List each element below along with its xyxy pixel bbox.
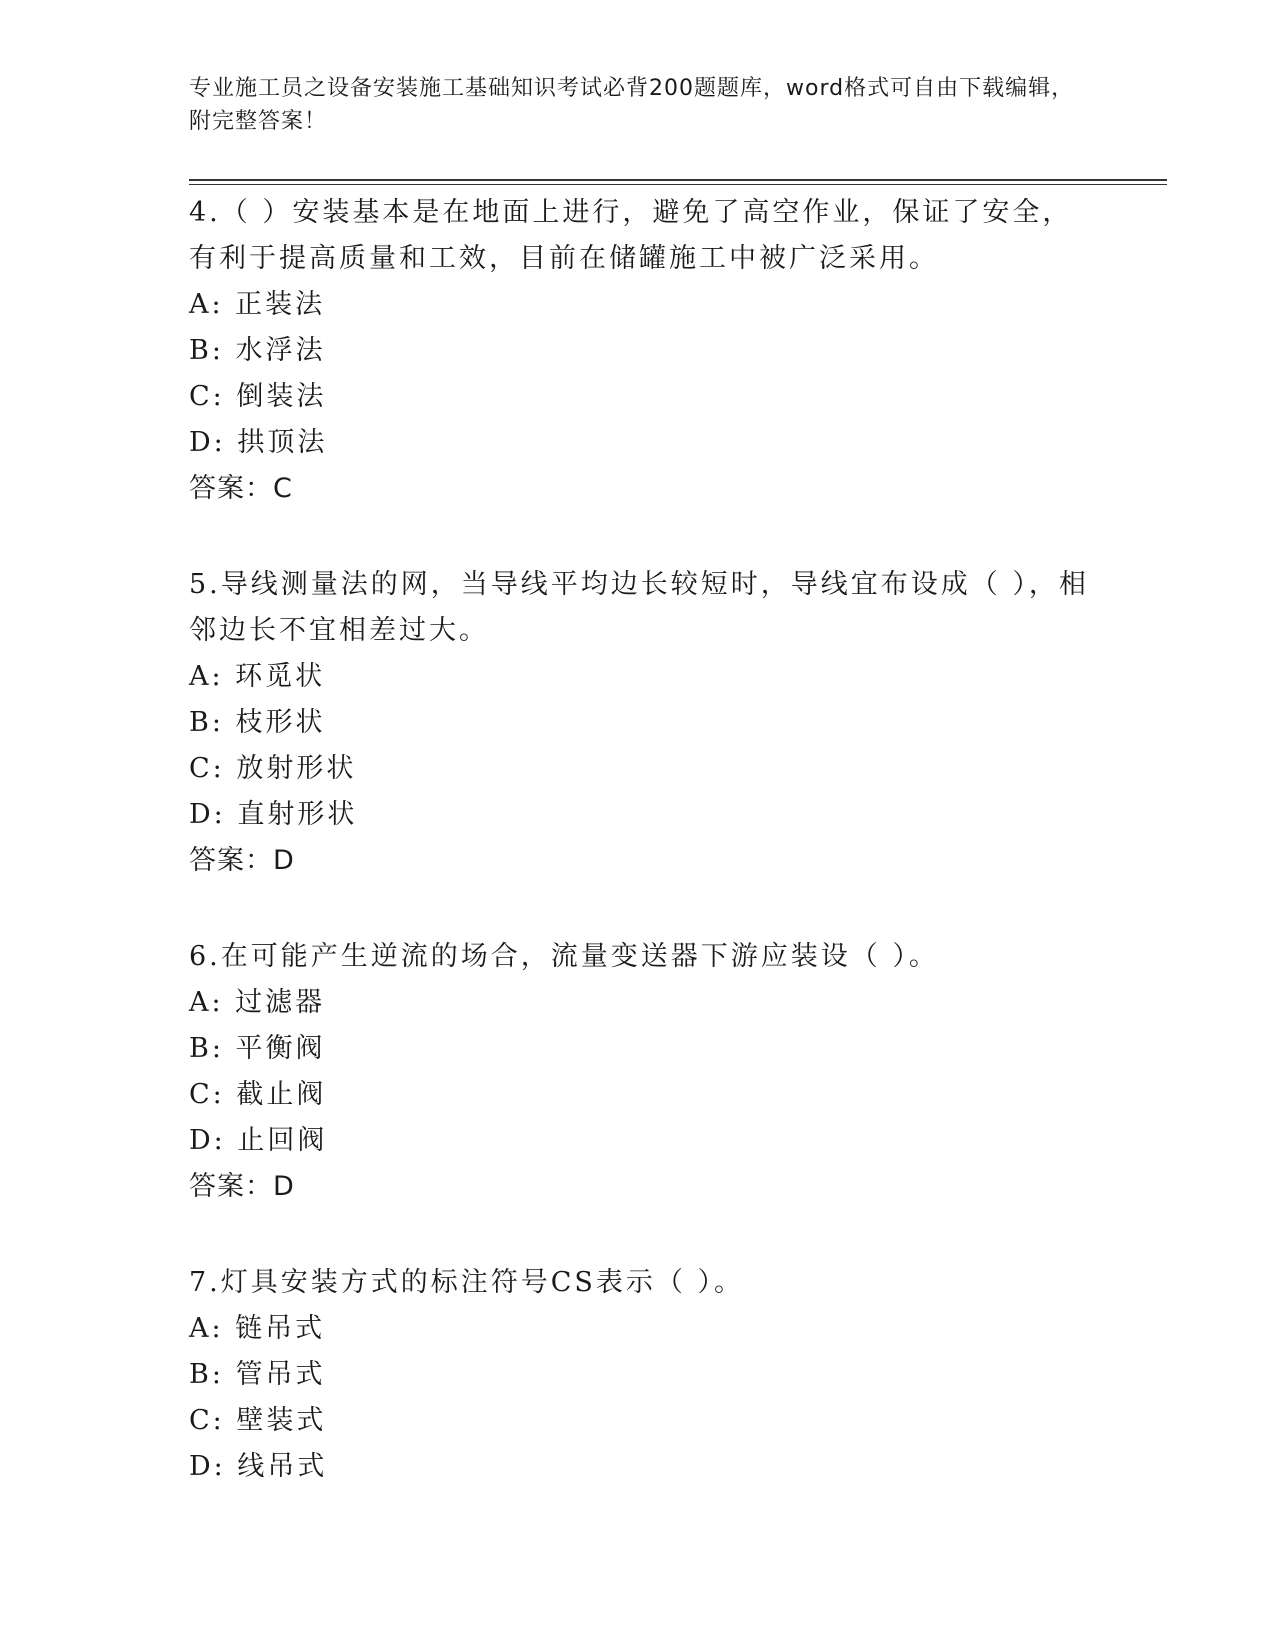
option-a: A: 链吊式 bbox=[189, 1313, 326, 1344]
question-text: 6.在可能产生逆流的场合，流量变送器下游应装设（ ）。 bbox=[189, 941, 939, 972]
option-b: B: 水浮法 bbox=[189, 335, 326, 366]
option-d: D: 直射形状 bbox=[189, 799, 358, 830]
question-text: 4.（ ）安装基本是在地面上进行，避免了高空作业，保证了安全，有利于提高质量和工效，目前在储罐施工中被广泛采用。 bbox=[189, 197, 1073, 274]
question-text: 7.灯具安装方式的标注符号CS表示（ ）。 bbox=[189, 1267, 744, 1298]
question-text: 5.导线测量法的网，当导线平均边长较短时，导线宜布设成（ ），相邻边长不宜相差过大。 bbox=[189, 569, 1089, 646]
header-divider bbox=[189, 179, 1167, 181]
answer: 答案：D bbox=[189, 1171, 295, 1202]
question-6 bbox=[189, 934, 1089, 1210]
header-divider-thin bbox=[189, 184, 1167, 185]
answer: 答案：D bbox=[189, 845, 295, 876]
option-b: B: 枝形状 bbox=[189, 707, 326, 738]
option-a: A: 过滤器 bbox=[189, 987, 326, 1018]
option-c: C: 放射形状 bbox=[189, 753, 357, 784]
option-d: D: 线吊式 bbox=[189, 1451, 328, 1482]
option-d: D: 拱顶法 bbox=[189, 427, 328, 458]
question-list bbox=[189, 190, 1089, 1540]
question-7 bbox=[189, 1260, 1089, 1490]
option-b: B: 管吊式 bbox=[189, 1359, 326, 1390]
option-c: C: 截止阀 bbox=[189, 1079, 327, 1110]
document-header: 专业施工员之设备安装施工基础知识考试必背200题题库，word格式可自由下载编辑，附完整答案！ bbox=[189, 76, 1075, 134]
option-b: B: 平衡阀 bbox=[189, 1033, 326, 1064]
question-4 bbox=[189, 190, 1089, 512]
option-a: A: 正装法 bbox=[189, 289, 326, 320]
option-a: A: 环觅状 bbox=[189, 661, 326, 692]
option-c: C: 壁装式 bbox=[189, 1405, 327, 1436]
answer: 答案：C bbox=[189, 473, 293, 504]
option-d: D: 止回阀 bbox=[189, 1125, 328, 1156]
question-5 bbox=[189, 562, 1089, 884]
option-c: C: 倒装法 bbox=[189, 381, 327, 412]
